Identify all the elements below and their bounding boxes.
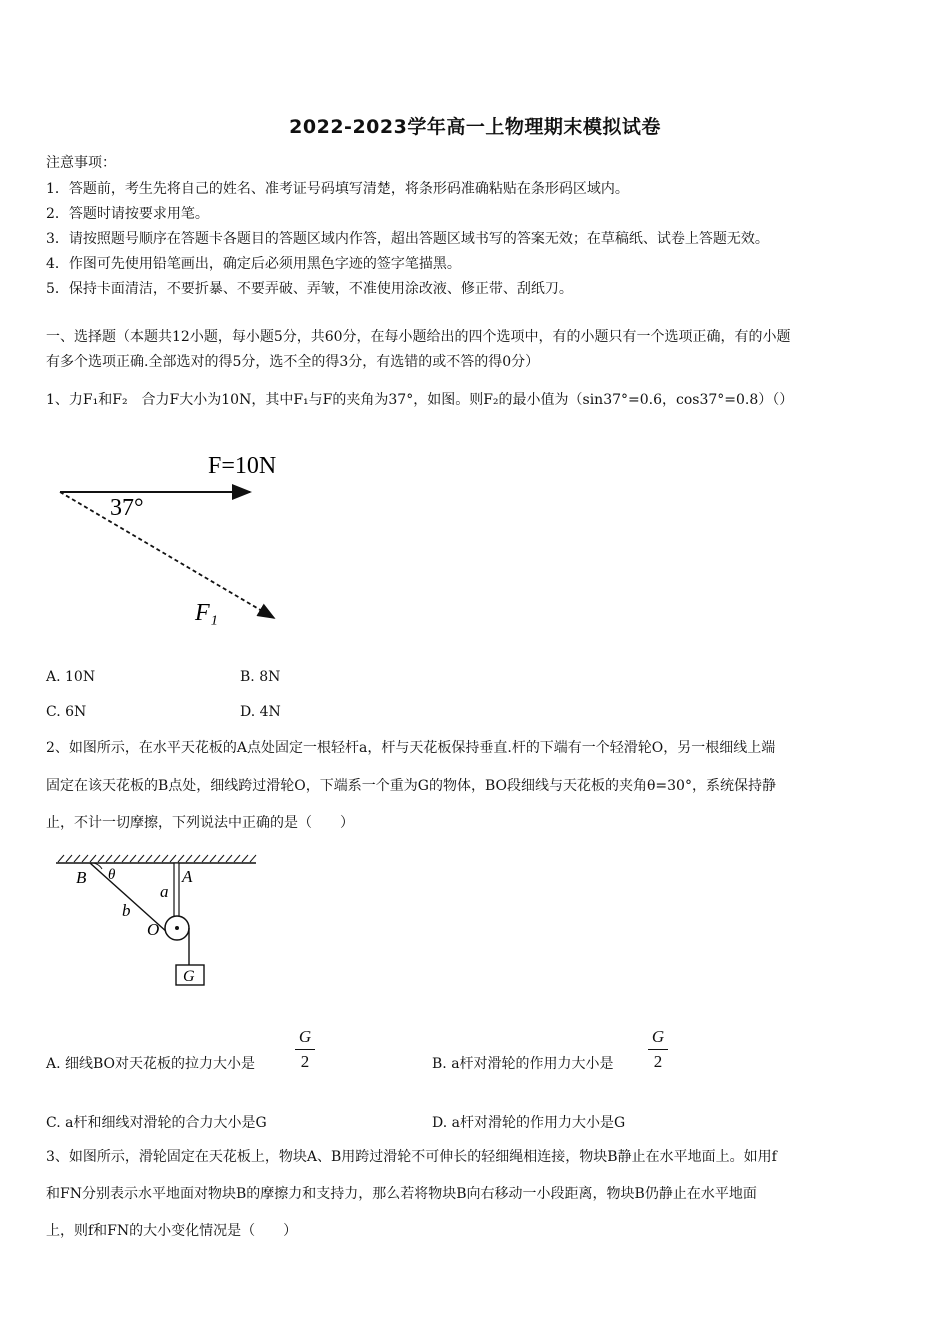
q2-option-b-fraction (648, 1027, 668, 1072)
section-heading: 一、选择题（本题共12小题，每小题5分，共60分，在每小题给出的四个选项中，有的小题只有一个选项正确，有的小题 (46, 329, 791, 345)
label-o: O (147, 920, 160, 939)
notice-item: 3．请按照题号顺序在答题卡各题目的答题区域内作答，超出答题区域书写的答案无效；在草稿纸、试卷上答题无效。 (46, 231, 769, 247)
q2-option-a: A. 细线BO对天花板的拉力大小是 (46, 1056, 256, 1072)
fraction-numerator: G (298, 1027, 312, 1046)
question-2-stem-cont: 固定在该天花板的B点处，细线跨过滑轮O，下端系一个重为G的物体，BO段细线与天花板的夹角θ=30°，系统保持静 (46, 778, 776, 794)
force-f-label: F=10N (208, 453, 277, 479)
force-f1-arrow (60, 492, 274, 618)
section-heading-cont: 有多个选项正确.全部选对的得5分，选不全的得3分，有选错的或不答的得0分） (46, 354, 540, 370)
q2-option-a-fraction (295, 1027, 315, 1072)
fraction-denominator: 2 (653, 1052, 663, 1071)
label-string-b: b (122, 901, 131, 920)
notice-item: 1．答题前，考生先将自己的姓名、准考证号码填写清楚，将条形码准确粘贴在条形码区域内。 (46, 181, 629, 197)
label-b-point: B (76, 868, 87, 887)
q1-option-a: A. 10N (46, 669, 96, 685)
q2-pulley-diagram (50, 850, 270, 995)
fraction-denominator: 2 (300, 1052, 310, 1071)
notice-item: 2．答题时请按要求用笔。 (46, 206, 209, 222)
question-1-stem: 1、力F₁和F₂ 合力F大小为10N，其中F₁与F的夹角为37°，如图。则F₂的最小值为（sin37°=0.6，cos37°=0.8）（） (46, 392, 794, 408)
q1-option-d: D. 4N (240, 704, 281, 720)
label-rod-a: a (160, 882, 169, 901)
q1-option-c: C. 6N (46, 704, 87, 720)
force-f1-label: F₁ (195, 600, 219, 626)
question-3-stem: 3、如图所示，滑轮固定在天花板上，物块A、B用跨过滑轮不可伸长的轻细绳相连接，物块B静止在水平地面上。如用f (46, 1149, 777, 1165)
notice-item: 4．作图可先使用铅笔画出，确定后必须用黑色字迹的签字笔描黑。 (46, 256, 461, 272)
q2-option-b: B. a杆对滑轮的作用力大小是 (432, 1056, 614, 1072)
q2-option-d: D. a杆对滑轮的作用力大小是G (432, 1115, 626, 1131)
q2-option-c: C. a杆和细线对滑轮的合力大小是G (46, 1115, 267, 1131)
label-theta: θ (108, 867, 116, 883)
question-2-stem: 2、如图所示，在水平天花板的A点处固定一根轻杆a，杆与天花板保持垂直.杆的下端有一个轻滑轮O，另一根细线上端 (46, 740, 776, 756)
question-2-stem-end: 止，不计一切摩擦，下列说法中正确的是（ ） (46, 815, 354, 831)
q1-force-diagram (50, 440, 310, 640)
angle-label: 37° (110, 495, 144, 521)
notice-heading: 注意事项： (46, 155, 116, 171)
q1-option-b: B. 8N (240, 669, 281, 685)
notice-item: 5．保持卡面清洁，不要折暴、不要弄破、弄皱，不准使用涂改液、修正带、刮纸刀。 (46, 281, 573, 297)
page-title: 2022-2023学年高一上物理期末模拟试卷 (289, 116, 661, 138)
label-a-point: A (182, 867, 193, 886)
question-3-stem-cont: 和FN分别表示水平地面对物块B的摩擦力和支持力，那么若将物块B向右移动一小段距离，物块B仍静止在水平地面 (46, 1186, 757, 1202)
label-g: G (183, 968, 195, 985)
fraction-numerator: G (651, 1027, 665, 1046)
question-3-stem-end: 上，则f和FN的大小变化情况是（ ） (46, 1223, 298, 1239)
